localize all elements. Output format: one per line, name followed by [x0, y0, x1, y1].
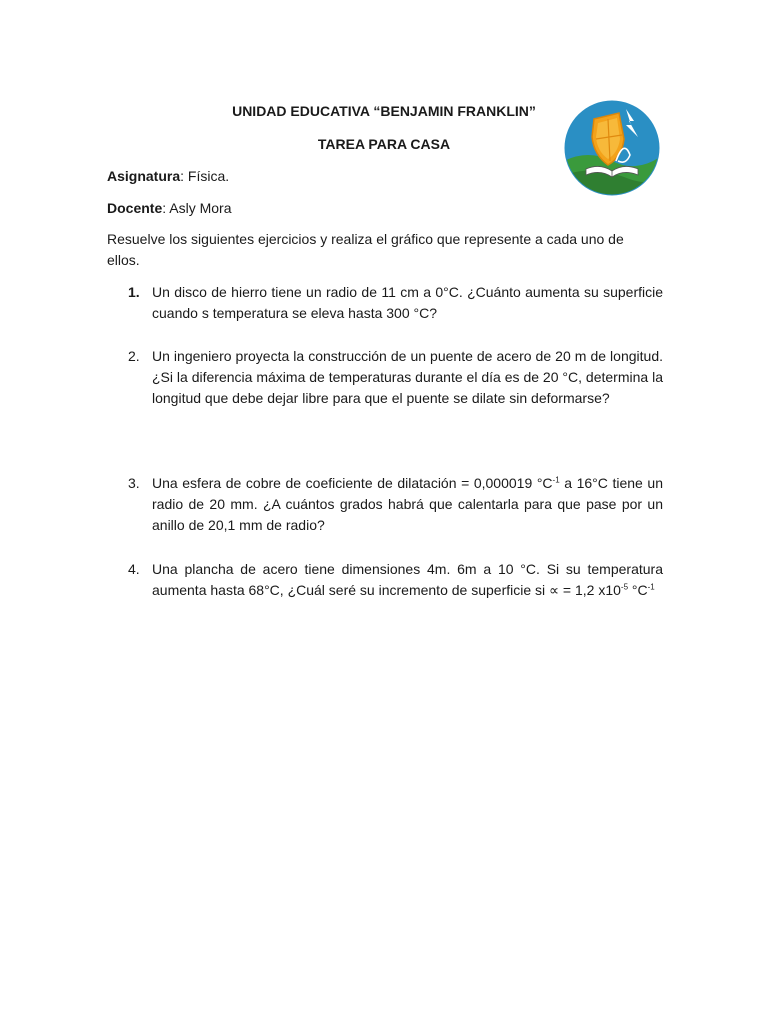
instructions-paragraph: Resuelve los siguientes ejercicios y realiza el gráfico que represente a cada uno de ellos. — [107, 231, 624, 268]
teacher-value: : Asly Mora — [162, 200, 232, 216]
exercise-item — [107, 473, 663, 536]
teacher-label: Docente — [107, 200, 163, 216]
exercise-item — [107, 559, 663, 601]
exercise-text: Un disco de hierro tiene un radio de 11 cm a 0°C. ¿Cuánto aumenta su superficie cuando s temperatura se eleva hasta 300 °C? — [152, 284, 663, 321]
exercise-number: 2. — [128, 348, 140, 364]
subject-line — [107, 168, 229, 184]
exercise-number: 1. — [128, 284, 140, 300]
exercise-number: 4. — [128, 561, 140, 577]
teacher-line — [107, 200, 231, 216]
exercise-number: 3. — [128, 475, 140, 491]
school-name: UNIDAD EDUCATIVA “BENJAMIN FRANKLIN” — [232, 103, 536, 119]
school-logo-icon — [564, 99, 660, 197]
exercise-text: Una esfera de cobre de coeficiente de dilatación = 0,000019 $^\circ C^{-1}$ a 16°C tiene un radio de 20 mm. ¿A cuántos grados habrá que calentarla para que pase por un anillo de 20,1 mm de radio? — [152, 475, 663, 533]
subject-value: : Física. — [180, 168, 230, 184]
exercise-item — [107, 282, 663, 324]
document-title: TAREA PARA CASA — [317, 136, 451, 152]
exercise-text: Un ingeniero proyecta la construcción de un puente de acero de 20 m de longitud. ¿Si la diferencia máxima de temperaturas durante el día es de 20 °C, determina la longitud que debe dejar libre para que el puente se dilate sin deformarse? — [152, 348, 663, 406]
exercise-item — [107, 346, 663, 409]
subject-label: Asignatura — [107, 168, 181, 184]
exercise-text: Una plancha de acero tiene dimensiones 4m. 6m a 10 °C. Si su temperatura aumenta hasta 68°C, ¿Cuál seré su incremento de superficie si ∝ = 1,2 $x10^{-5}$ $^\circ C^{-1}$ — [152, 561, 663, 598]
